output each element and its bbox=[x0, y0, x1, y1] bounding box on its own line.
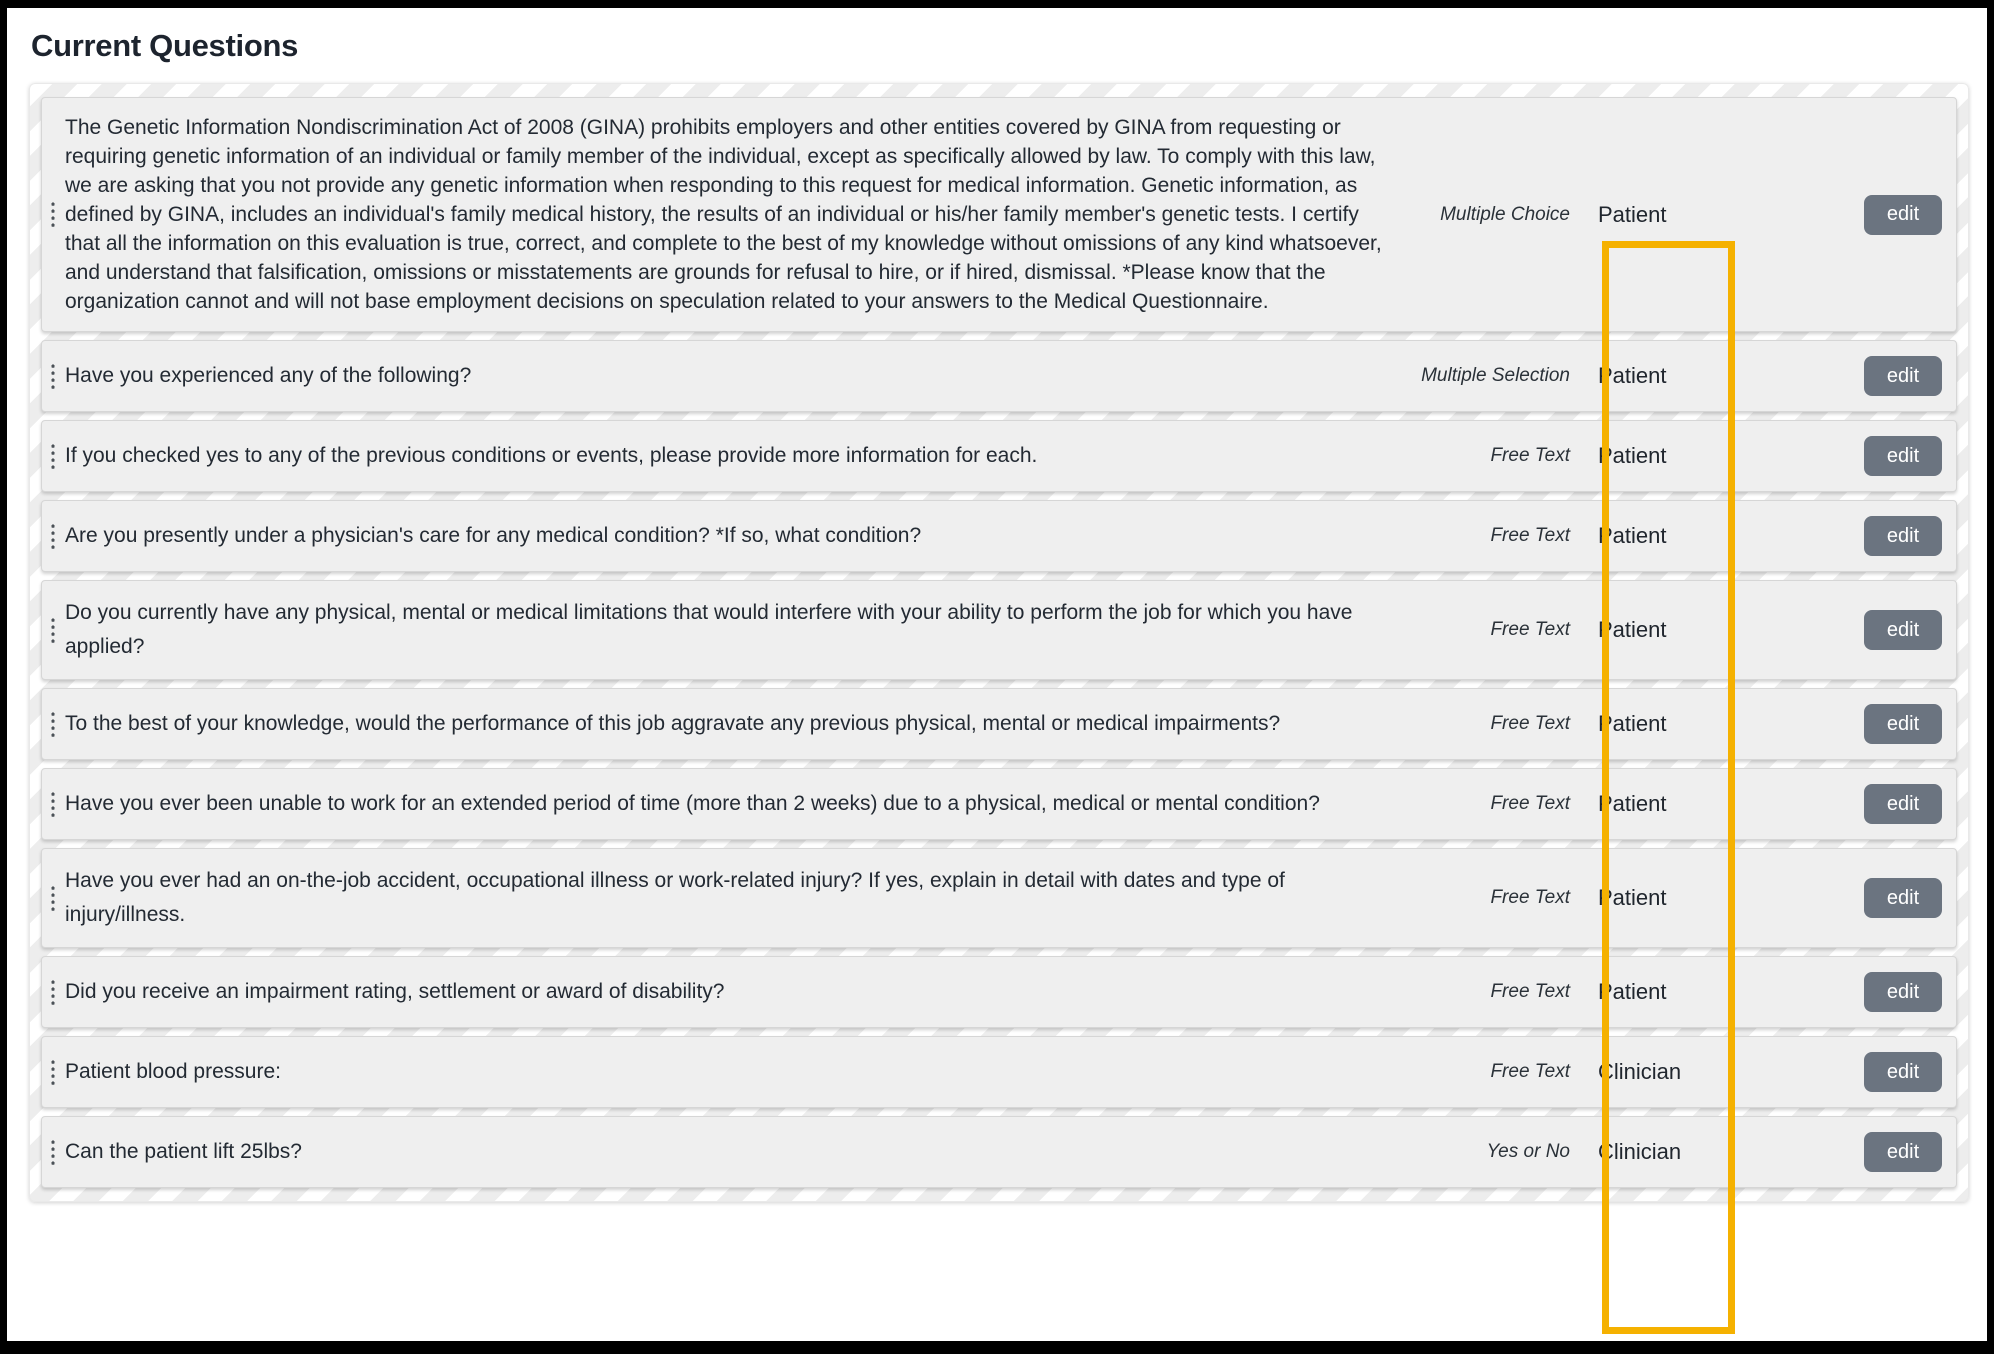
page-title: Current Questions bbox=[31, 28, 299, 63]
question-text: Have you experienced any of the following? bbox=[65, 364, 472, 387]
question-type-label: Free Text bbox=[1490, 525, 1570, 546]
edit-button[interactable]: edit bbox=[1864, 610, 1942, 650]
question-row bbox=[41, 340, 1957, 412]
question-type-label: Multiple Selection bbox=[1421, 365, 1570, 386]
question-row bbox=[41, 97, 1957, 332]
question-type-label: Free Text bbox=[1490, 713, 1570, 734]
question-type-label: Free Text bbox=[1490, 445, 1570, 466]
drag-handle-icon[interactable] bbox=[50, 885, 56, 912]
edit-button[interactable]: edit bbox=[1864, 878, 1942, 918]
question-type-label: Free Text bbox=[1490, 793, 1570, 814]
drag-handle-icon[interactable] bbox=[50, 711, 56, 738]
question-text: Have you ever been unable to work for an extended period of time (more than 2 weeks) due to a physical, medical or mental condition? bbox=[65, 792, 1320, 815]
question-row bbox=[41, 848, 1957, 948]
question-text: Do you currently have any physical, mental or medical limitations that would interfere with your ability to perform the job for which you have applied? bbox=[65, 601, 1353, 658]
question-audience-label: Patient bbox=[1598, 979, 1667, 1004]
question-audience-label: Patient bbox=[1598, 617, 1667, 642]
drag-handle-icon[interactable] bbox=[50, 201, 56, 228]
question-type-label: Multiple Choice bbox=[1440, 203, 1570, 225]
question-audience-label: Patient bbox=[1598, 791, 1667, 816]
question-row bbox=[41, 580, 1957, 680]
questions-dropzone bbox=[29, 83, 1969, 1202]
question-audience-label: Patient bbox=[1598, 523, 1667, 548]
drag-handle-icon[interactable] bbox=[50, 1059, 56, 1086]
drag-handle-icon[interactable] bbox=[50, 617, 56, 644]
question-audience-label: Patient bbox=[1598, 201, 1667, 227]
question-text: Can the patient lift 25lbs? bbox=[65, 1140, 302, 1163]
edit-button[interactable]: edit bbox=[1864, 972, 1942, 1012]
question-type-label: Free Text bbox=[1490, 981, 1570, 1002]
question-row bbox=[41, 956, 1957, 1028]
question-row bbox=[41, 420, 1957, 492]
edit-button[interactable]: edit bbox=[1864, 704, 1942, 744]
question-audience-label: Patient bbox=[1598, 443, 1667, 468]
question-text: Patient blood pressure: bbox=[65, 1060, 281, 1083]
question-row bbox=[41, 500, 1957, 572]
question-audience-label: Patient bbox=[1598, 711, 1667, 736]
edit-button[interactable]: edit bbox=[1864, 436, 1942, 476]
question-row bbox=[41, 1036, 1957, 1108]
drag-handle-icon[interactable] bbox=[50, 443, 56, 470]
question-type-label: Yes or No bbox=[1486, 1141, 1570, 1162]
question-audience-label: Patient bbox=[1598, 363, 1667, 388]
question-text: To the best of your knowledge, would the performance of this job aggravate any previous physical, mental or medical impairments? bbox=[65, 712, 1281, 735]
question-audience-label: Clinician bbox=[1598, 1139, 1682, 1164]
question-text: If you checked yes to any of the previous conditions or events, please provide more information for each. bbox=[65, 444, 1038, 467]
edit-button[interactable]: edit bbox=[1864, 516, 1942, 556]
question-audience-label: Patient bbox=[1598, 885, 1667, 910]
edit-button[interactable]: edit bbox=[1864, 1132, 1942, 1172]
question-type-label: Free Text bbox=[1490, 887, 1570, 908]
question-row bbox=[41, 688, 1957, 760]
question-text: The Genetic Information Nondiscrimination Act of 2008 (GINA) prohibits employers and other entities covered by GINA from requesting or requiring genetic information of an individual or family member of the individual, except as specifically allowed by law. To comply with this law, we are asking that you not provide any genetic information when responding to this request for medical information. Genetic information, as defined by GINA, includes an individual's family medical history, the results of an individual or his/her family member's genetic tests. I certify that all the information on this evaluation is true, correct, and complete to the best of my knowledge without omissions of any kind whatsoever, and understand that falsification, omissions or misstatements are grounds for refusal to hire, or if hired, dismissal. *Please know that the organization cannot and will not base employment decisions on speculation related to your answers to the Medical Questionnaire. bbox=[65, 116, 1382, 313]
question-type-label: Free Text bbox=[1490, 1061, 1570, 1082]
edit-button[interactable]: edit bbox=[1864, 195, 1942, 235]
question-text: Have you ever had an on-the-job accident, occupational illness or work-related injury? If yes, explain in detail with dates and type of injury/illness. bbox=[65, 869, 1285, 926]
question-text: Did you receive an impairment rating, settlement or award of disability? bbox=[65, 980, 725, 1003]
question-type-label: Free Text bbox=[1490, 619, 1570, 640]
question-row bbox=[41, 768, 1957, 840]
question-audience-label: Clinician bbox=[1598, 1059, 1682, 1084]
current-questions-page bbox=[7, 8, 1987, 1202]
edit-button[interactable]: edit bbox=[1864, 356, 1942, 396]
drag-handle-icon[interactable] bbox=[50, 1139, 56, 1166]
drag-handle-icon[interactable] bbox=[50, 523, 56, 550]
drag-handle-icon[interactable] bbox=[50, 791, 56, 818]
question-row bbox=[41, 1116, 1957, 1188]
edit-button[interactable]: edit bbox=[1864, 784, 1942, 824]
drag-handle-icon[interactable] bbox=[50, 979, 56, 1006]
edit-button[interactable]: edit bbox=[1864, 1052, 1942, 1092]
drag-handle-icon[interactable] bbox=[50, 363, 56, 390]
question-text: Are you presently under a physician's care for any medical condition? *If so, what condition? bbox=[65, 524, 922, 547]
